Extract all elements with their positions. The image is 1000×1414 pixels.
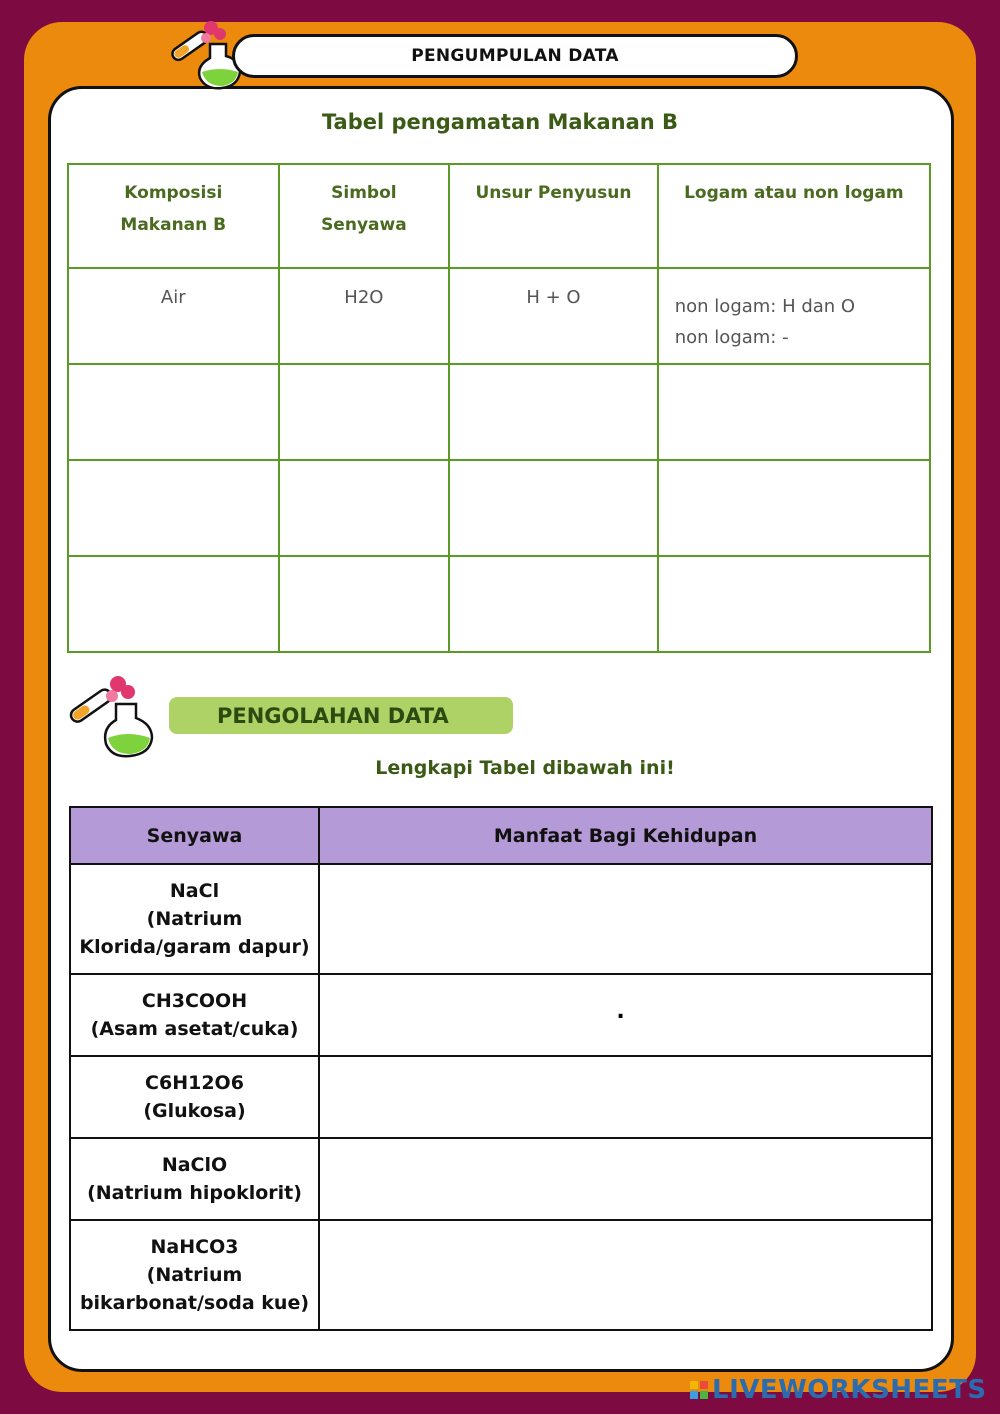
column-header: Logam atau non logam: [658, 164, 930, 268]
table-cell[interactable]: [449, 460, 658, 556]
instruction-text: Lengkapi Tabel dibawah ini!: [375, 757, 675, 779]
table-row: [70, 1056, 932, 1138]
benefit-cell[interactable]: [319, 1220, 932, 1330]
observation-table: [67, 163, 931, 653]
benefit-text: .: [616, 998, 625, 1024]
liveworksheets-watermark: [690, 1375, 987, 1405]
table-cell[interactable]: [68, 364, 279, 460]
table-cell[interactable]: [68, 460, 279, 556]
flask-icon: [66, 670, 160, 760]
benefit-cell[interactable]: [319, 1138, 932, 1220]
logo-square: [690, 1391, 698, 1399]
column-header: Unsur Penyusun: [449, 164, 658, 268]
processing-table: [69, 806, 933, 1331]
section-label: PENGOLAHAN DATA: [169, 697, 513, 734]
table-cell[interactable]: [658, 460, 930, 556]
table-row: [70, 1138, 932, 1220]
table-cell[interactable]: H2O: [279, 268, 450, 364]
logo-square: [700, 1381, 708, 1389]
table-row: [68, 268, 930, 364]
header-title: PENGUMPULAN DATA: [232, 34, 798, 78]
column-header: Komposisi Makanan B: [68, 164, 279, 268]
table-cell[interactable]: [279, 460, 450, 556]
watermark-text: LIVEWORKSHEETS: [712, 1375, 987, 1405]
table-cell[interactable]: [658, 556, 930, 652]
table-cell[interactable]: [68, 556, 279, 652]
compound-name: C6H12O6 (Glukosa): [70, 1056, 319, 1138]
observation-table-title: Tabel pengamatan Makanan B: [321, 110, 679, 134]
table-cell[interactable]: H + O: [449, 268, 658, 364]
table-cell[interactable]: [279, 556, 450, 652]
table-cell[interactable]: Air: [68, 268, 279, 364]
table-cell[interactable]: [449, 364, 658, 460]
compound-name: NaCl (Natrium Klorida/garam dapur): [70, 864, 319, 974]
liveworksheets-logo-icon: [690, 1381, 708, 1399]
column-header: Manfaat Bagi Kehidupan: [319, 807, 932, 864]
benefit-cell[interactable]: [319, 1056, 932, 1138]
compound-name: NaClO (Natrium hipoklorit): [70, 1138, 319, 1220]
column-header: Senyawa: [70, 807, 319, 864]
logo-square: [690, 1381, 698, 1389]
compound-name: CH3COOH (Asam asetat/cuka): [70, 974, 319, 1056]
table-row: [70, 974, 932, 1056]
table-header-row: [70, 807, 932, 864]
table-row: [70, 864, 932, 974]
benefit-cell[interactable]: [319, 864, 932, 974]
table-row: [70, 1220, 932, 1330]
table-cell[interactable]: [449, 556, 658, 652]
table-cell[interactable]: [658, 364, 930, 460]
logo-square: [700, 1391, 708, 1399]
benefit-cell[interactable]: [319, 974, 932, 1056]
table-cell[interactable]: [279, 364, 450, 460]
table-row: [68, 556, 930, 652]
table-header-row: [68, 164, 930, 268]
table-cell[interactable]: non logam: H dan O non logam: -: [658, 268, 930, 364]
table-row: [68, 460, 930, 556]
column-header: Simbol Senyawa: [279, 164, 450, 268]
compound-name: NaHCO3 (Natrium bikarbonat/soda kue): [70, 1220, 319, 1330]
table-row: [68, 364, 930, 460]
